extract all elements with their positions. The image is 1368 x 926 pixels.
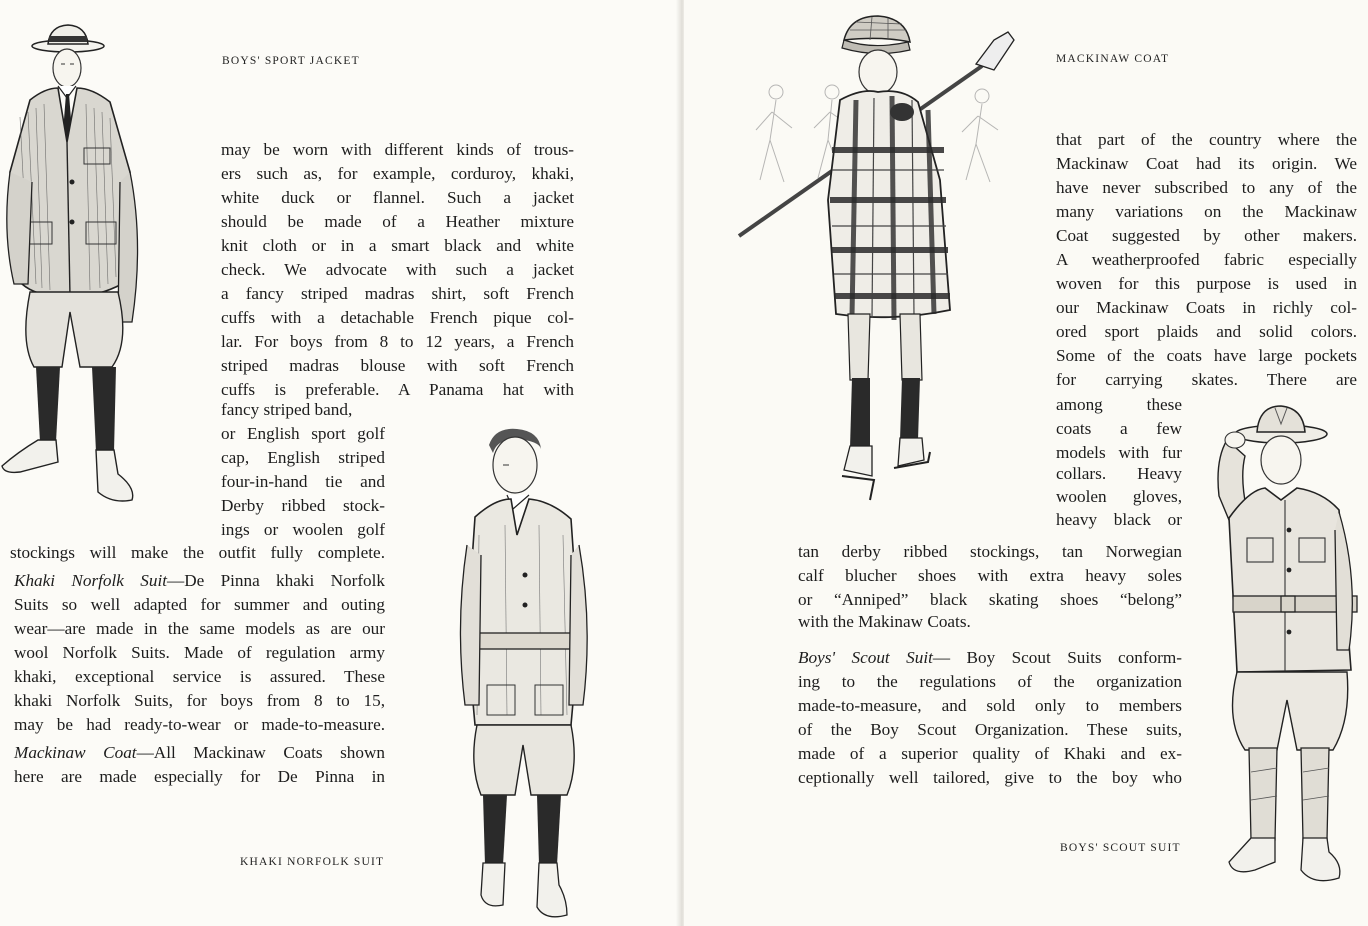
text-line: have never subscribed to any of the [1056,178,1357,197]
scout-suit-paragraph-start [798,646,1182,669]
text-line: woven for this purpose is used in [1056,274,1357,293]
text-line: cap, English striped [221,448,385,467]
khaki-norfolk-heading: Khaki Norfolk Suit [14,571,167,590]
text-line: striped madras blouse with soft French [221,356,574,375]
text-line: four-in-hand tie and [221,472,385,491]
text-line: a fancy striped madras shirt, soft French [221,284,574,303]
text-line: heavy black or [1056,510,1182,529]
text-line: stockings will make the outfit fully complete. [10,543,385,562]
text-line: Some of the coats have large pockets [1056,346,1357,365]
text-line: Coat suggested by other makers. [1056,226,1357,245]
caption-boys-scout-suit: BOYS' SCOUT SUIT [1060,842,1181,854]
text-line: with the Makinaw Coats. [798,612,971,631]
text-line: Mackinaw Coat had its origin. We [1056,154,1357,173]
text-line: cuffs with a detachable French pique col- [221,308,574,327]
text-line: models with fur [1056,443,1182,462]
text-line: here are made especially for De Pinna in [14,767,385,786]
text-line: ceptionally well tailored, give to the boy who [798,768,1182,787]
text-run: — Boy Scout Suits conform- [932,648,1182,667]
text-line: many variations on the Mackinaw [1056,202,1357,221]
scout-suit-heading: Boys' Scout Suit [798,648,933,667]
caption-boys-sport-jacket: BOYS' SPORT JACKET [222,55,360,67]
caption-khaki-norfolk-suit: KHAKI NORFOLK SUIT [240,856,385,868]
text-line: Suits so well adapted for summer and outing [14,595,385,614]
text-line: ings or woolen golf [221,520,385,539]
scout-suit-illustration [1189,400,1364,890]
text-line: khaki, exceptional service is assured. These [14,667,385,686]
text-line: check. We advocate with such a jacket [221,260,574,279]
text-line: or “Anniped” black skating shoes “belong” [798,590,1182,609]
text-line: for carrying skates. There are [1056,370,1357,389]
text-line: ing to the regulations of the organization [798,672,1182,691]
text-line: wear—are made in the same models as are our [14,619,385,638]
text-line: tan derby ribbed stockings, tan Norwegian [798,542,1182,561]
text-line: fancy striped band, [221,400,353,419]
mackinaw-paragraph-start [14,741,385,764]
text-line: may be had ready-to-wear or made-to-measure. [14,715,385,734]
khaki-norfolk-paragraph-start [14,569,385,592]
text-line: wool Norfolk Suits. Made of regulation army [14,643,385,662]
mackinaw-coat-illustration [732,0,1042,525]
text-line: woolen gloves, [1056,487,1182,506]
text-line: should be made of a Heather mixture [221,212,574,231]
khaki-norfolk-suit-illustration [455,425,595,925]
text-line: our Mackinaw Coats in richly col- [1056,298,1357,317]
text-line: calf blucher shoes with extra heavy soles [798,566,1182,585]
sport-jacket-illustration [0,22,150,512]
text-line: A weatherproofed fabric especially [1056,250,1357,269]
caption-mackinaw-coat: MACKINAW COAT [1056,53,1170,65]
text-line: cuffs is preferable. A Panama hat with [221,380,574,399]
text-line: Derby ribbed stock- [221,496,385,515]
text-run: —All Mackinaw Coats shown [136,743,385,762]
mackinaw-heading: Mackinaw Coat [14,743,137,762]
text-line: knit cloth or in a smart black and white [221,236,574,255]
text-line: khaki Norfolk Suits, for boys from 8 to 15, [14,691,385,710]
text-line: lar. For boys from 8 to 12 years, a French [221,332,574,351]
text-line: or English sport golf [221,424,385,443]
right-page [684,0,1368,926]
text-run: —De Pinna khaki Norfolk [167,571,386,590]
text-line: that part of the country where the [1056,130,1357,149]
text-line: may be worn with different kinds of trous- [221,140,574,159]
text-line: among these [1056,395,1182,414]
text-line: white duck or flannel. Such a jacket [221,188,574,207]
text-line: ored sport plaids and solid colors. [1056,322,1357,341]
text-line: ers such as, for example, corduroy, khaki, [221,164,574,183]
text-line: coats a few [1056,419,1182,438]
left-page [0,0,680,926]
text-line: made-to-measure, and sold only to members [798,696,1182,715]
text-line: collars. Heavy [1056,464,1182,483]
text-line: made of a superior quality of Khaki and ex- [798,744,1182,763]
text-line: of the Boy Scout Organization. These suits, [798,720,1182,739]
